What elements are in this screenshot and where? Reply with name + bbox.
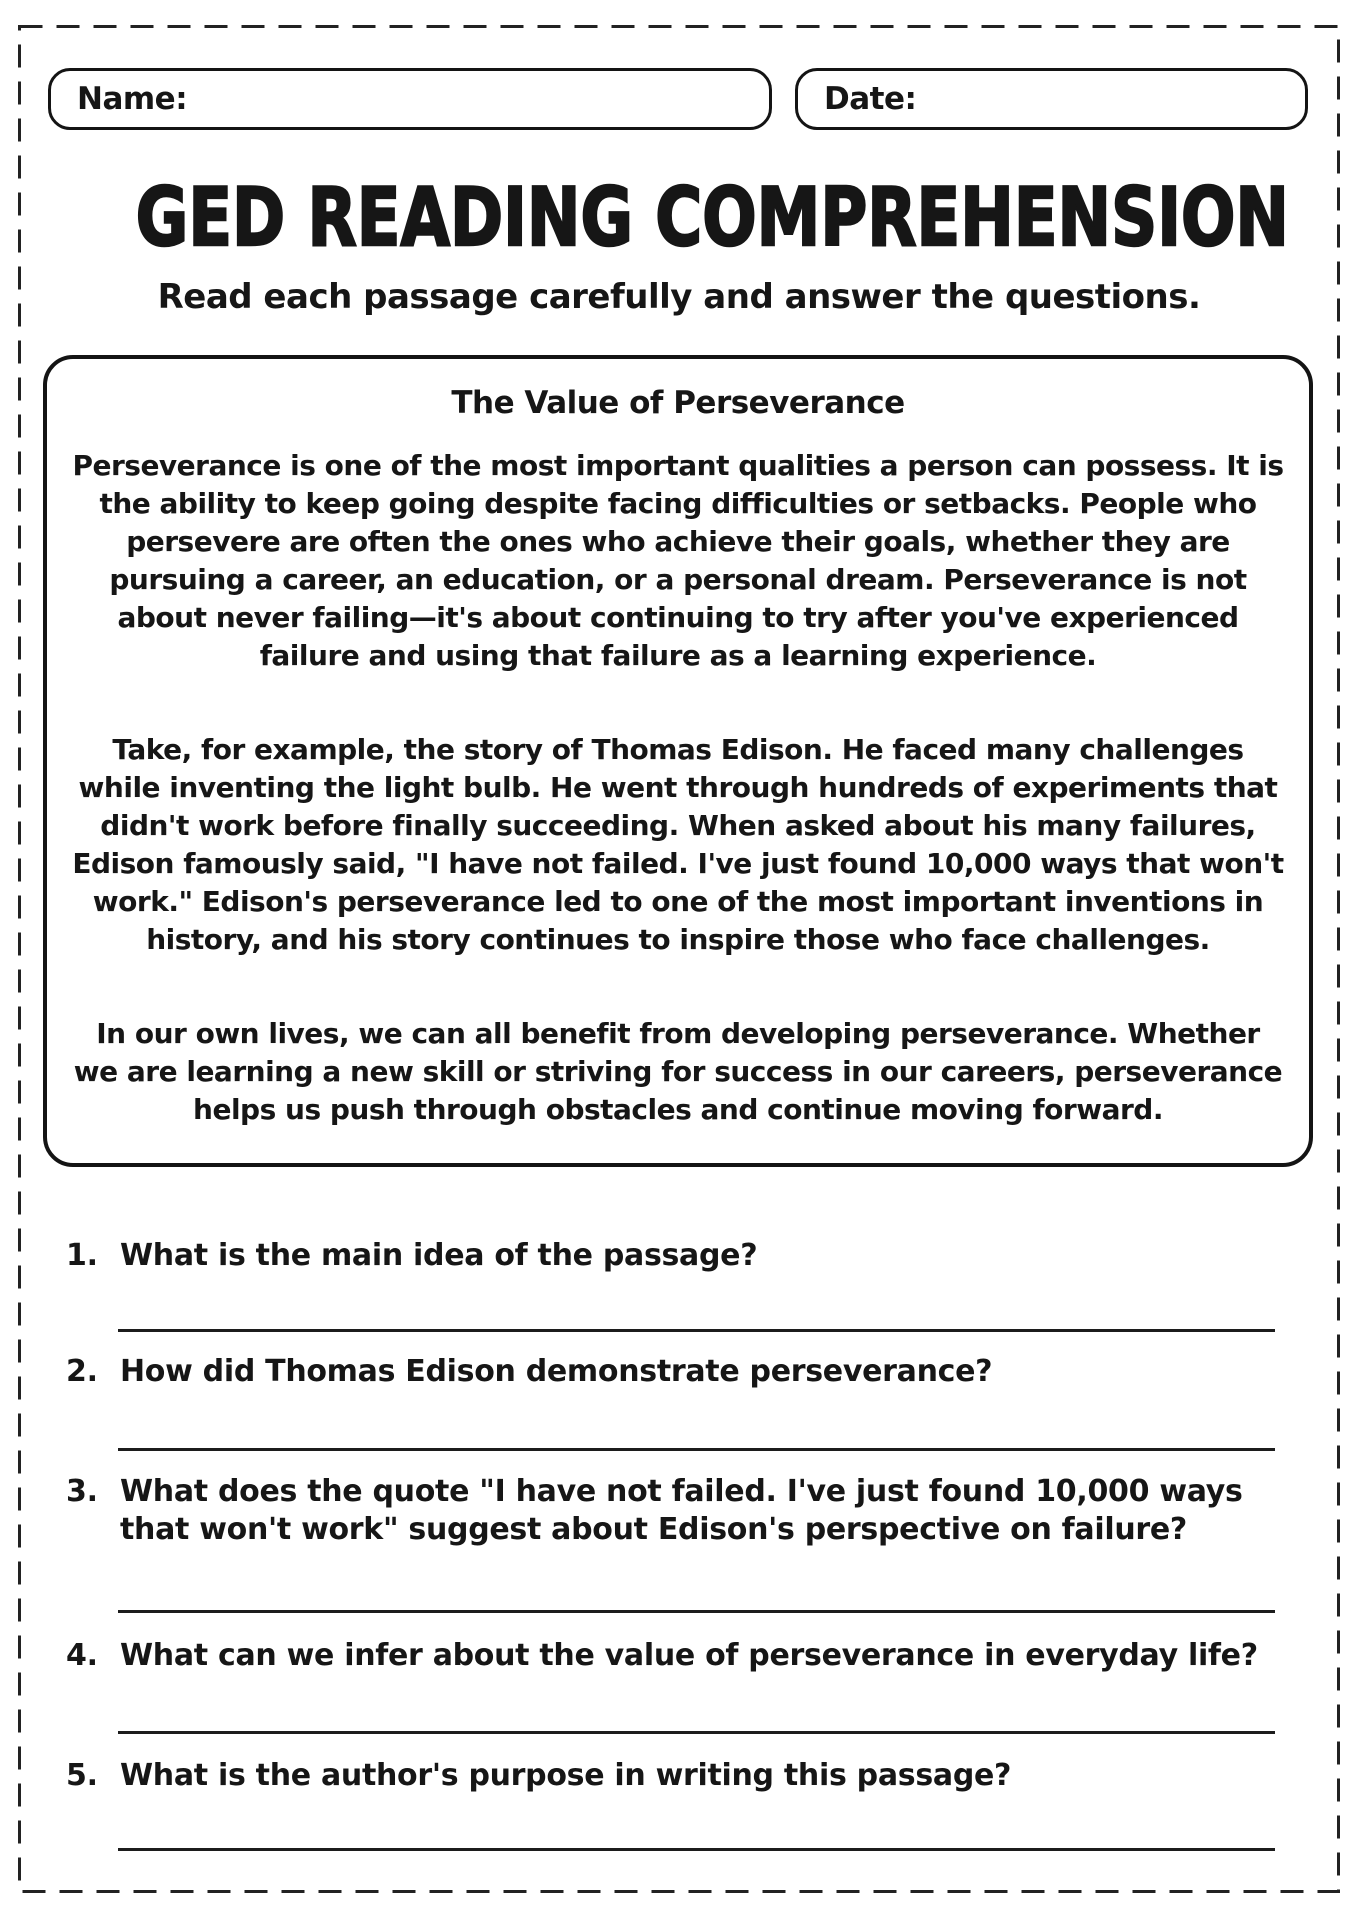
question-3 — [66, 1473, 1285, 1549]
question-5-number: 5. — [66, 1758, 98, 1793]
passage-paragraph-1: Perseverance is one of the most important qualities a person can possess. It is the ability to keep going despite facing difficulties or setbacks. People who persevere are often the ones who achieve their goals, whether they are pursuing a career, an education, or a personal dream. Perseverance is not about never failing—it's about continuing to try after you've experienced failure and using that failure as a learning experience. — [72, 449, 1284, 672]
passage-box — [43, 355, 1313, 1167]
answer-line-2[interactable] — [118, 1448, 1275, 1451]
question-4-text: What can we infer about the value of perseverance in everyday life? — [120, 1638, 1258, 1673]
question-5 — [66, 1757, 1011, 1795]
passage-paragraph-2: Take, for example, the story of Thomas Edison. He faced many challenges while inventing the light bulb. He went through hundreds of experiments that didn't work before finally succeeding. When asked about his many failures, Edison famously said, "I have not failed. I've just found 10,000 ways that won't work." Edison's perseverance led to one of the most important inventions in history, and his story continues to inspire those who face challenges. — [72, 733, 1284, 956]
name-field[interactable] — [48, 68, 772, 130]
answer-line-4[interactable] — [118, 1731, 1275, 1734]
answer-line-1[interactable] — [118, 1329, 1275, 1332]
question-4-number: 4. — [66, 1638, 98, 1673]
passage-title: The Value of Perseverance — [451, 385, 905, 421]
page-title: GED READING COMPREHENSION — [135, 171, 1289, 264]
page-subtitle: Read each passage carefully and answer the questions. — [157, 277, 1201, 317]
question-3-text: What does the quote "I have not failed. I've just found 10,000 ways that won't work" suggest about Edison's perspective on failure? — [120, 1474, 1243, 1547]
question-1-number: 1. — [66, 1238, 98, 1273]
passage-paragraph-3: In our own lives, we can all benefit from developing perseverance. Whether we are learning a new skill or striving for success in our careers, perseverance helps us push through obstacles and continue moving forward. — [73, 1017, 1283, 1126]
question-2-number: 2. — [66, 1354, 98, 1389]
question-1-text: What is the main idea of the passage? — [120, 1238, 758, 1273]
question-3-number: 3. — [66, 1474, 98, 1509]
question-4 — [66, 1637, 1258, 1675]
question-2 — [66, 1353, 992, 1391]
answer-line-3[interactable] — [118, 1610, 1275, 1613]
question-5-text: What is the author's purpose in writing this passage? — [120, 1758, 1012, 1793]
question-2-text: How did Thomas Edison demonstrate perseverance? — [120, 1354, 993, 1389]
question-1 — [66, 1237, 757, 1275]
date-field[interactable] — [795, 68, 1308, 130]
name-label: Name: — [77, 81, 188, 117]
answer-line-5[interactable] — [118, 1848, 1275, 1851]
date-label: Date: — [824, 81, 917, 117]
